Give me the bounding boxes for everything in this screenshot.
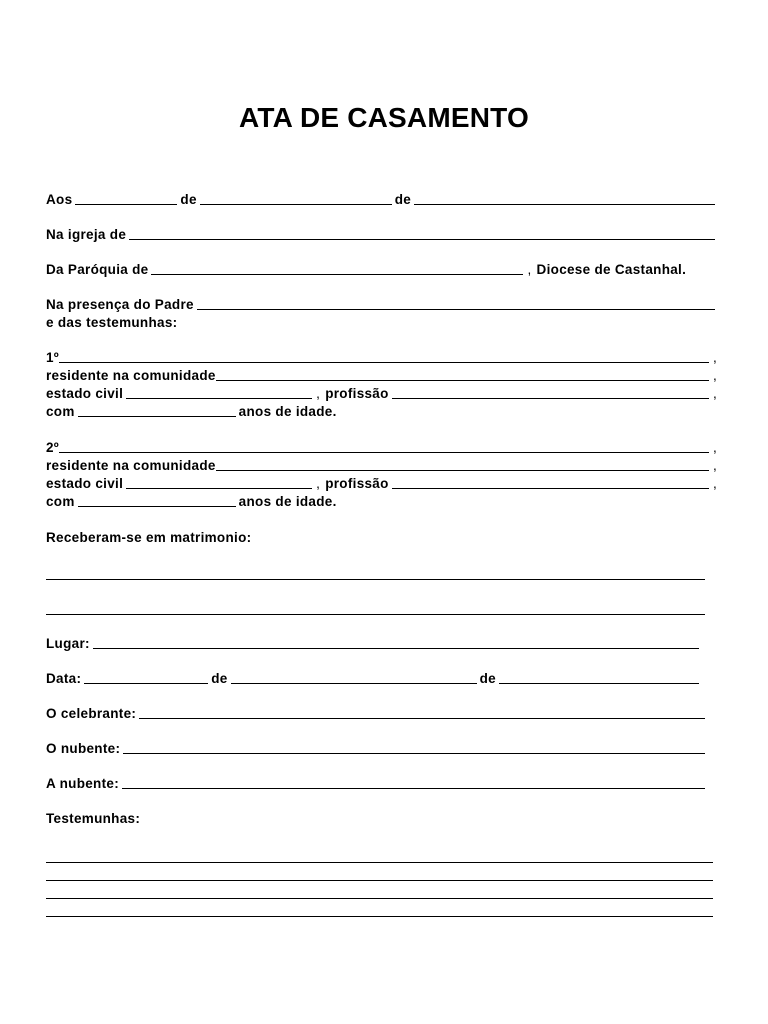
de-label: de [394, 192, 412, 207]
witness1-status-line [46, 385, 718, 403]
bride-line [46, 775, 708, 793]
priest-label: Na presença do Padre [46, 297, 194, 312]
witness-signature-line [46, 903, 716, 921]
groom-line [46, 740, 708, 758]
ceremony-day-blank[interactable] [84, 683, 208, 684]
witness-signature-line [46, 867, 716, 885]
church-blank[interactable] [129, 239, 715, 240]
parish-label: Da Paróquia de [46, 262, 149, 277]
de-label: de [180, 192, 197, 207]
witnesses-intro: e das testemunhas: [46, 315, 178, 330]
year-blank[interactable] [414, 204, 715, 205]
witness1-age-label: com [46, 404, 75, 419]
witness1-status-label: estado civil [46, 386, 124, 401]
witness-signature-blank-2[interactable] [46, 880, 713, 881]
spouses-blank-2[interactable] [46, 614, 705, 615]
month-blank[interactable] [200, 204, 392, 205]
bride-label: A nubente: [46, 776, 119, 791]
witness2-age-label: com [46, 494, 75, 509]
ceremony-date-line [46, 670, 702, 688]
witness1-age-blank[interactable] [78, 416, 236, 417]
spouses-line [46, 601, 708, 619]
witness2-age-suffix: anos de idade. [238, 494, 337, 509]
witness1-age-line [46, 403, 718, 421]
document-title: ATA DE CASAMENTO [239, 102, 529, 133]
aos-label: Aos [46, 192, 73, 207]
witness1-profession-blank[interactable] [392, 398, 709, 399]
witness1-profession-label: profissão [325, 386, 389, 401]
witness-signature-line [46, 849, 716, 867]
groom-blank[interactable] [123, 753, 705, 754]
witness2-status-blank[interactable] [126, 488, 312, 489]
witness-signature-blank-3[interactable] [46, 898, 713, 899]
witness-signature-blank-4[interactable] [46, 916, 713, 917]
parish-line [46, 261, 718, 279]
celebrant-line [46, 705, 708, 723]
date-line [46, 191, 718, 209]
ceremony-year-blank[interactable] [499, 683, 699, 684]
parish-blank[interactable] [151, 274, 523, 275]
matrimony-line [46, 529, 718, 547]
witnesses-intro-line [46, 314, 718, 332]
groom-label: O nubente: [46, 741, 121, 756]
celebrant-blank[interactable] [139, 718, 705, 719]
witness1-name-blank[interactable] [59, 362, 709, 363]
comma: , [316, 386, 321, 401]
celebrant-label: O celebrante: [46, 706, 137, 721]
witness2-number: 2º [46, 440, 60, 455]
witnesses-label: Testemunhas: [46, 811, 141, 826]
place-blank[interactable] [93, 648, 699, 649]
ceremony-month-blank[interactable] [231, 683, 477, 684]
witness2-community-label: residente na comunidade [46, 458, 216, 473]
priest-line [46, 296, 718, 314]
witness-signature-line [46, 885, 716, 903]
witness1-name-line [46, 349, 718, 367]
witness2-name-line [46, 439, 718, 457]
witness1-community-label: residente na comunidade [46, 368, 216, 383]
comma: , [527, 262, 532, 277]
witness2-community-line [46, 457, 718, 475]
day-blank[interactable] [75, 204, 177, 205]
diocese-text: Diocese de Castanhal. [536, 262, 687, 277]
comma: , [712, 476, 717, 491]
church-label: Na igreja de [46, 227, 127, 242]
witness2-name-blank[interactable] [59, 452, 709, 453]
comma: , [712, 440, 717, 455]
comma: , [712, 350, 717, 365]
witness1-number: 1º [46, 350, 60, 365]
witness2-profession-label: profissão [325, 476, 389, 491]
spouses-blank-1[interactable] [46, 579, 705, 580]
de-label: de [479, 671, 496, 686]
church-line [46, 226, 718, 244]
witness1-age-suffix: anos de idade. [238, 404, 337, 419]
spouses-line [46, 566, 708, 584]
bride-blank[interactable] [122, 788, 705, 789]
comma: , [712, 368, 717, 383]
witness2-community-blank[interactable] [216, 470, 709, 471]
comma: , [712, 386, 717, 401]
comma: , [712, 458, 717, 473]
comma: , [316, 476, 321, 491]
witness-signature-blank-1[interactable] [46, 862, 713, 863]
place-line [46, 635, 702, 653]
place-label: Lugar: [46, 636, 90, 651]
witness1-community-blank[interactable] [216, 380, 709, 381]
witness2-age-line [46, 493, 718, 511]
witness2-profession-blank[interactable] [392, 488, 709, 489]
witness2-age-blank[interactable] [78, 506, 236, 507]
matrimony-label: Receberam-se em matrimonio: [46, 530, 252, 545]
witness2-status-line [46, 475, 718, 493]
witness2-status-label: estado civil [46, 476, 124, 491]
witnesses-line [46, 810, 718, 828]
de-label: de [211, 671, 228, 686]
date-label: Data: [46, 671, 82, 686]
witness1-status-blank[interactable] [126, 398, 312, 399]
witness1-community-line [46, 367, 718, 385]
priest-blank[interactable] [197, 309, 715, 310]
